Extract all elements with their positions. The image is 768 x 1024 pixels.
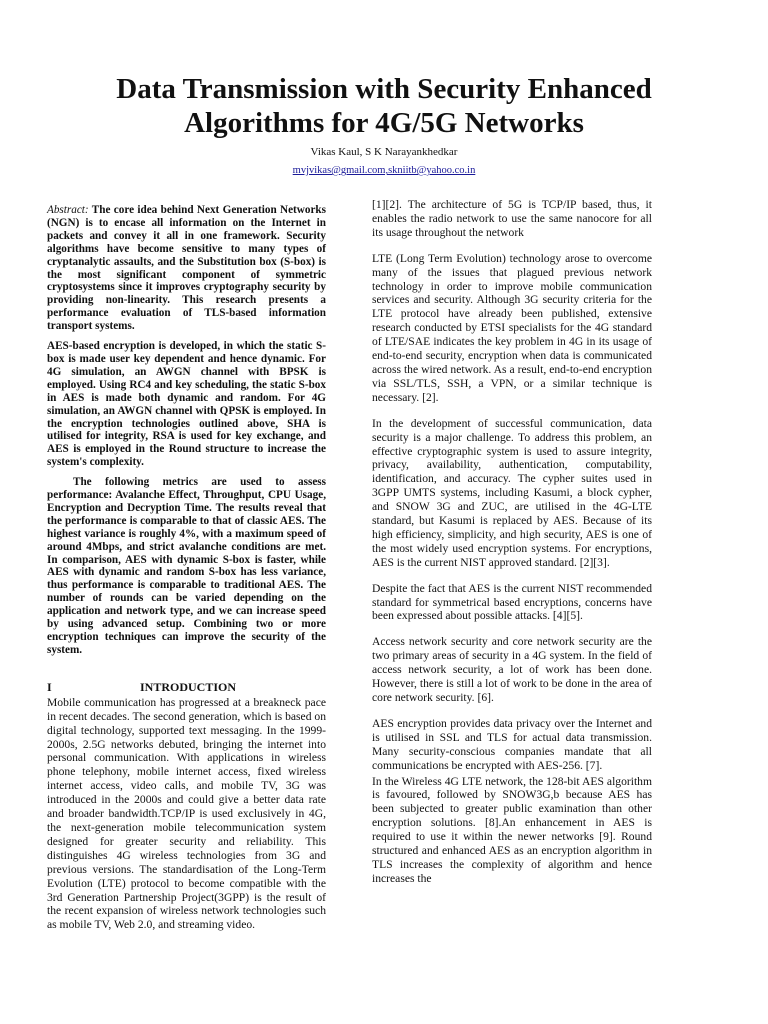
title-line-2: Algorithms for 4G/5G Networks xyxy=(184,107,584,139)
left-column xyxy=(47,204,326,932)
right-paragraph-2: LTE (Long Term Evolution) technology arose to overcome many of the issues that plagued previous network technology in order to improve mobile communication services and security. Although 3G security criteria for the LTE protocol have already been published, extensive research conducted by ETSI specialists for the 4G standard of LTE/SAE indicates the key problem in 4G in its usage of end-to-end security, encryption when data is communicated across the wired network. As a result, end-to-end encryption via SSL/TLS, SSH, a VPN, or a similar technique is necessary. [2]. xyxy=(372,251,652,404)
abstract-label: Abstract: xyxy=(47,204,89,216)
intro-paragraph-1: Mobile communication has progressed at a breakneck pace in recent decades. The second generation, which is based on digital technology, supported text messaging. In the 1999-2000s, 2.5G networks debuted, bringing the internet into personal communication. With applications in wireless phone telephony, mobile internet access, fixed wireless internet access, video calls, and mobile TV, 3G was introduced in the 2000s and could give a better data rate and broader bandwidth.TCP/IP is used exclusively in 4G, the next-generation mobile telecommunication system designed for greater security and reliability. This distinguishes 4G wireless technologies from 3G and previous versions. The standardisation of the Long-Term Evolution (LTE) protocol to become compatible with the 3rd Generation Partnership Project(3GPP) is the result of the recent expansion of wireless network technologies such as mobile TV, Web 2.0, and streaming video. xyxy=(47,695,326,932)
section-title: INTRODUCTION xyxy=(140,679,237,694)
right-paragraph-4: Despite the fact that AES is the current NIST recommended standard for symmetrical based encryptions, concerns have been expressed about possible attacks. [4][5]. xyxy=(372,581,652,623)
paper-title xyxy=(0,72,768,140)
section-heading-introduction xyxy=(47,680,326,694)
right-paragraph-5: Access network security and core network security are the two primary areas of security in a 4G system. In the field of access network security, a lot of work has been done. However, there is still a lot of work to be done in the area of core network security. [6]. xyxy=(372,635,652,704)
abstract-paragraph-3: The following metrics are used to assess performance: Avalanche Effect, Throughput, CPU Usage, Encryption and Decryption Time. The results reveal that the performance is comparable to that of classic AES. The highest variance is roughly 4%, with a maximum speed of around 4Mbps, and strict avalanche conditions are met. In comparison, AES with dynamic S-box is faster, while AES with dynamic and random S-box has less variance, thus performance is comparable to traditional AES. The number of rounds can be varied depending on the application and network type, and we can increase speed by using advanced setup. Combining two or more encryption techniques can improve the security of the system. xyxy=(47,476,326,656)
right-paragraph-7: In the Wireless 4G LTE network, the 128-bit AES algorithm is favoured, followed by SNOW3G,b because AES has been subjected to greater public examination than other encryption solutions. [8].An enhancement in AES is required to use it within the newer networks [9]. Round structured and enhanced AES as an encryption algorithm in TLS increases the complexity of algorithm and hence increases the xyxy=(372,774,652,885)
abstract-text-1: The core idea behind Next Generation Networks (NGN) is to encase all information on the Internet in packets and convey it all in one framework. Security algorithms have become sensitive to many types of cryptanalytic assaults, and the Substitution box (S-box) is the most significant component of symmetric cryptosystems since it improves cryptography security by providing non-linearity. This research presents a performance evaluation of TLS-based information transport systems. xyxy=(47,204,326,333)
abstract-paragraph-2: AES-based encryption is developed, in which the static S-box is made user key dependent and hence dynamic. For 4G simulation, an AWGN channel with BPSK is employed. Using RC4 and key scheduling, the static S-box in AES is made both dynamic and random. For 4G simulation, an AWGN channel with QPSK is employed. In the encryption technologies outlined above, SHA is utilised for integrity, RSA is used for key exchange, and AES is employed in the Round structure to increase the system's complexity. xyxy=(47,340,326,469)
right-paragraph-1: [1][2]. The architecture of 5G is TCP/IP based, thus, it enables the radio network to use the same nanocore for all its usage throughout the network xyxy=(372,198,652,239)
right-column xyxy=(372,198,652,886)
author-emails-link[interactable]: mvjvikas@gmail.com,skniitb@yahoo.co.in xyxy=(292,165,476,176)
authors: Vikas Kaul, S K Narayankhedkar xyxy=(310,146,458,158)
title-line-1: Data Transmission with Security Enhanced xyxy=(116,73,652,105)
right-paragraph-3: In the development of successful communication, data security is a major challenge. To address this problem, an effective cryptographic system is used to assure integrity, privacy, availability, authentication, computability, identification, and accuracy. The cypher suites used in 3GPP UMTS systems, including Kasumi, a block cypher, and SNOW 3G and ZUC, are utilised in the 4G-LTE standard, but Kasumi is replaced by AES. Because of its high efficiency, simplicity, and high security, AES is one of the most widely used encryption systems. For encryptions, AES is the current NIST approved standard. [2][3]. xyxy=(372,416,652,569)
right-paragraph-6: AES encryption provides data privacy over the Internet and is utilised in SSL and TLS for actual data transmission. Many security-conscious companies mandate that all communications be encrypted with AES-256. [7]. xyxy=(372,716,652,772)
section-number: I xyxy=(47,679,52,694)
abstract-paragraph-1 xyxy=(47,204,326,333)
